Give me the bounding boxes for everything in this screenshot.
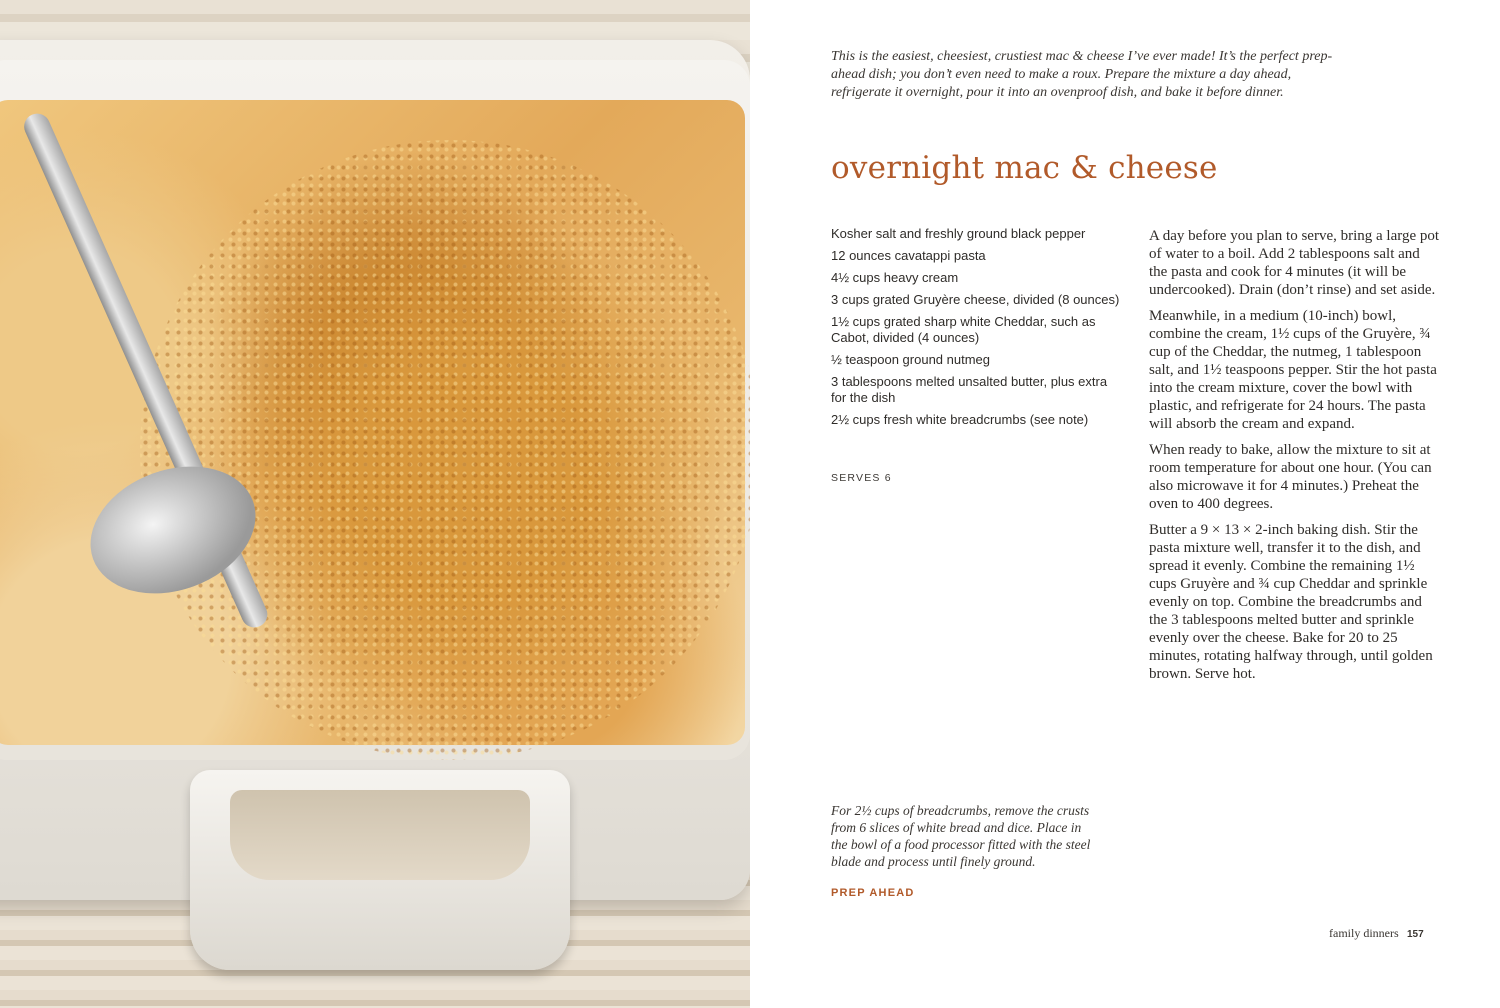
serves-label: SERVES 6 xyxy=(831,472,892,484)
page-number: 157 xyxy=(1407,929,1424,940)
ingredient-item: 3 cups grated Gruyère cheese, divided (8 ounces) xyxy=(831,292,1120,307)
ingredient-item: 2½ cups fresh white breadcrumbs (see note) xyxy=(831,412,1089,427)
ingredient-item: 4½ cups heavy cream xyxy=(831,270,959,285)
page-folio xyxy=(1329,926,1424,941)
baking-dish-handle-opening xyxy=(230,790,530,880)
recipe-title: overnight mac & cheese xyxy=(831,150,1218,186)
method-paragraph: Meanwhile, in a medium (10-inch) bowl, combine the cream, 1½ cups of the Gruyère, ¾ cup of the Cheddar, the nutmeg, 1 tablespoon salt, and 1½ teaspoons pepper. Stir the hot pasta into the cream mixture, cover the bowl with plastic, and refrigerate for 24 hours. The pasta will absorb the cream and expand. xyxy=(1149,308,1437,432)
ingredient-item: 3 tablespoons melted unsalted butter, plus extra for the dish xyxy=(831,374,1108,405)
breadcrumb-note: For 2½ cups of breadcrumbs, remove the crusts from 6 slices of white bread and dice. Place in the bowl of a food processor fitted with the steel blade and process until finely ground. xyxy=(831,803,1091,869)
ingredient-item: ½ teaspoon ground nutmeg xyxy=(831,352,991,367)
ingredient-item: 12 ounces cavatappi pasta xyxy=(831,248,986,263)
method-paragraph: A day before you plan to serve, bring a large pot of water to a boil. Add 2 tablespoons salt and the pasta and cook for 4 minutes (it will be undercooked). Drain (don’t rinse) and set aside. xyxy=(1149,228,1440,298)
method-steps xyxy=(1149,227,1441,691)
method-paragraph: When ready to bake, allow the mixture to sit at room temperature for about one hour. (You can also microwave it for 4 minutes.) Preheat the oven to 400 degrees. xyxy=(1149,442,1432,512)
ingredient-list xyxy=(831,226,1121,434)
folio-section: family dinners xyxy=(1329,926,1399,940)
ingredient-item: Kosher salt and freshly ground black pepper xyxy=(831,226,1086,241)
breadcrumb-topping xyxy=(140,140,750,760)
ingredient-item: 1½ cups grated sharp white Cheddar, such as Cabot, divided (4 ounces) xyxy=(831,314,1096,345)
method-paragraph: Butter a 9 × 13 × 2-inch baking dish. Stir the pasta mixture well, transfer it to the dish, and spread it evenly. Combine the remaining 1½ cups Gruyère and ¾ cup Cheddar and sprinkle evenly on top. Combine the breadcrumbs and the 3 tablespoons melted butter and sprinkle evenly over the cheese. Bake for 20 to 25 minutes, rotating halfway through, until golden brown. Serve hot. xyxy=(1149,522,1433,682)
prep-ahead-label: PREP AHEAD xyxy=(831,887,915,899)
recipe-intro: This is the easiest, cheesiest, crustiest mac & cheese I’ve ever made! It’s the perfect prep-ahead dish; you don’t even need to make a roux. Prepare the mixture a day ahead, refrigerate it overnight, pour it into an ovenproof dish, and bake it before dinner. xyxy=(831,49,1333,100)
